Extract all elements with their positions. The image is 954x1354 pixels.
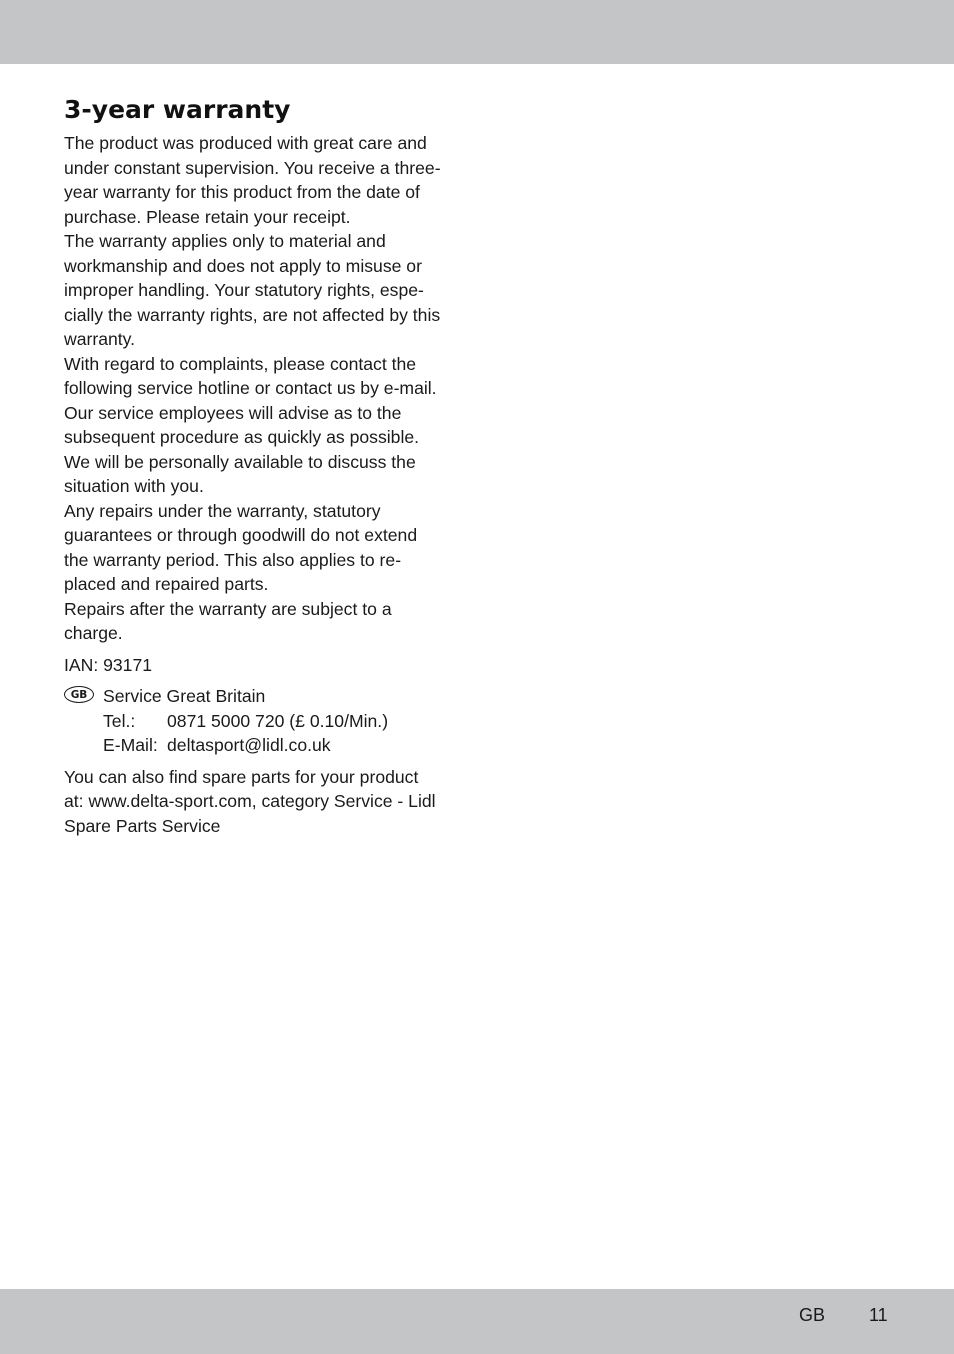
tel-row — [64, 709, 456, 734]
text-line: charge. — [64, 623, 123, 643]
text-line: Any repairs under the warranty, statutory — [64, 500, 381, 521]
gb-country-icon: GB — [64, 686, 94, 703]
text-line: The product was produced with great care and — [64, 133, 427, 153]
text-line: guarantees or through goodwill do not extend — [64, 525, 418, 545]
text-line: subsequent procedure as quickly as possible. — [64, 427, 420, 447]
text-line: Repairs after the warranty are subject to a — [64, 598, 392, 619]
text-line: improper handling. Your statutory rights, espe- — [64, 280, 424, 300]
tel-value: 0871 5000 720 (£ 0.10/Min.) — [167, 710, 389, 731]
text-line: Spare Parts Service — [64, 815, 221, 836]
warranty-section — [64, 94, 456, 838]
text-line: purchase. Please retain your receipt. — [64, 206, 351, 227]
text-line: situation with you. — [64, 476, 204, 496]
text-line: warranty. — [64, 329, 136, 349]
text-line: year warranty for this product from the date of — [64, 182, 420, 202]
service-title-row — [64, 684, 456, 709]
text-line: placed and repaired parts. — [64, 574, 269, 594]
text-line: You can also find spare parts for your product — [64, 766, 419, 787]
spare-parts-text — [64, 765, 456, 839]
text-line: Our service employees will advise as to the — [64, 402, 402, 423]
footer-language: GB — [799, 1305, 826, 1325]
email-label: E-Mail: — [103, 735, 158, 755]
page-number: 11 — [869, 1305, 888, 1325]
ian-number: IAN: 93171 — [64, 654, 153, 675]
email-value: deltasport@lidl.co.uk — [167, 735, 331, 755]
page-title: 3-year warranty — [64, 95, 291, 124]
text-line: at: www.delta-sport.com, category Service - Lidl — [64, 791, 436, 811]
text-line: The warranty applies only to material and — [64, 231, 386, 251]
text-line: We will be personally available to discuss the — [64, 451, 416, 472]
text-line: the warranty period. This also applies to re- — [64, 549, 402, 570]
email-row — [64, 733, 456, 758]
warranty-text — [64, 131, 456, 646]
text-line: cially the warranty rights, are not affected by this — [64, 304, 441, 325]
text-line: following service hotline or contact us by e-mail. — [64, 378, 437, 398]
service-title: Service Great Britain — [103, 686, 266, 706]
header-band — [0, 0, 954, 64]
text-line: workmanship and does not apply to misuse or — [64, 255, 422, 276]
text-line: under constant supervision. You receive a three- — [64, 157, 441, 178]
text-line: With regard to complaints, please contact the — [64, 353, 417, 374]
service-block — [64, 684, 456, 758]
tel-label: Tel.: — [103, 710, 136, 731]
